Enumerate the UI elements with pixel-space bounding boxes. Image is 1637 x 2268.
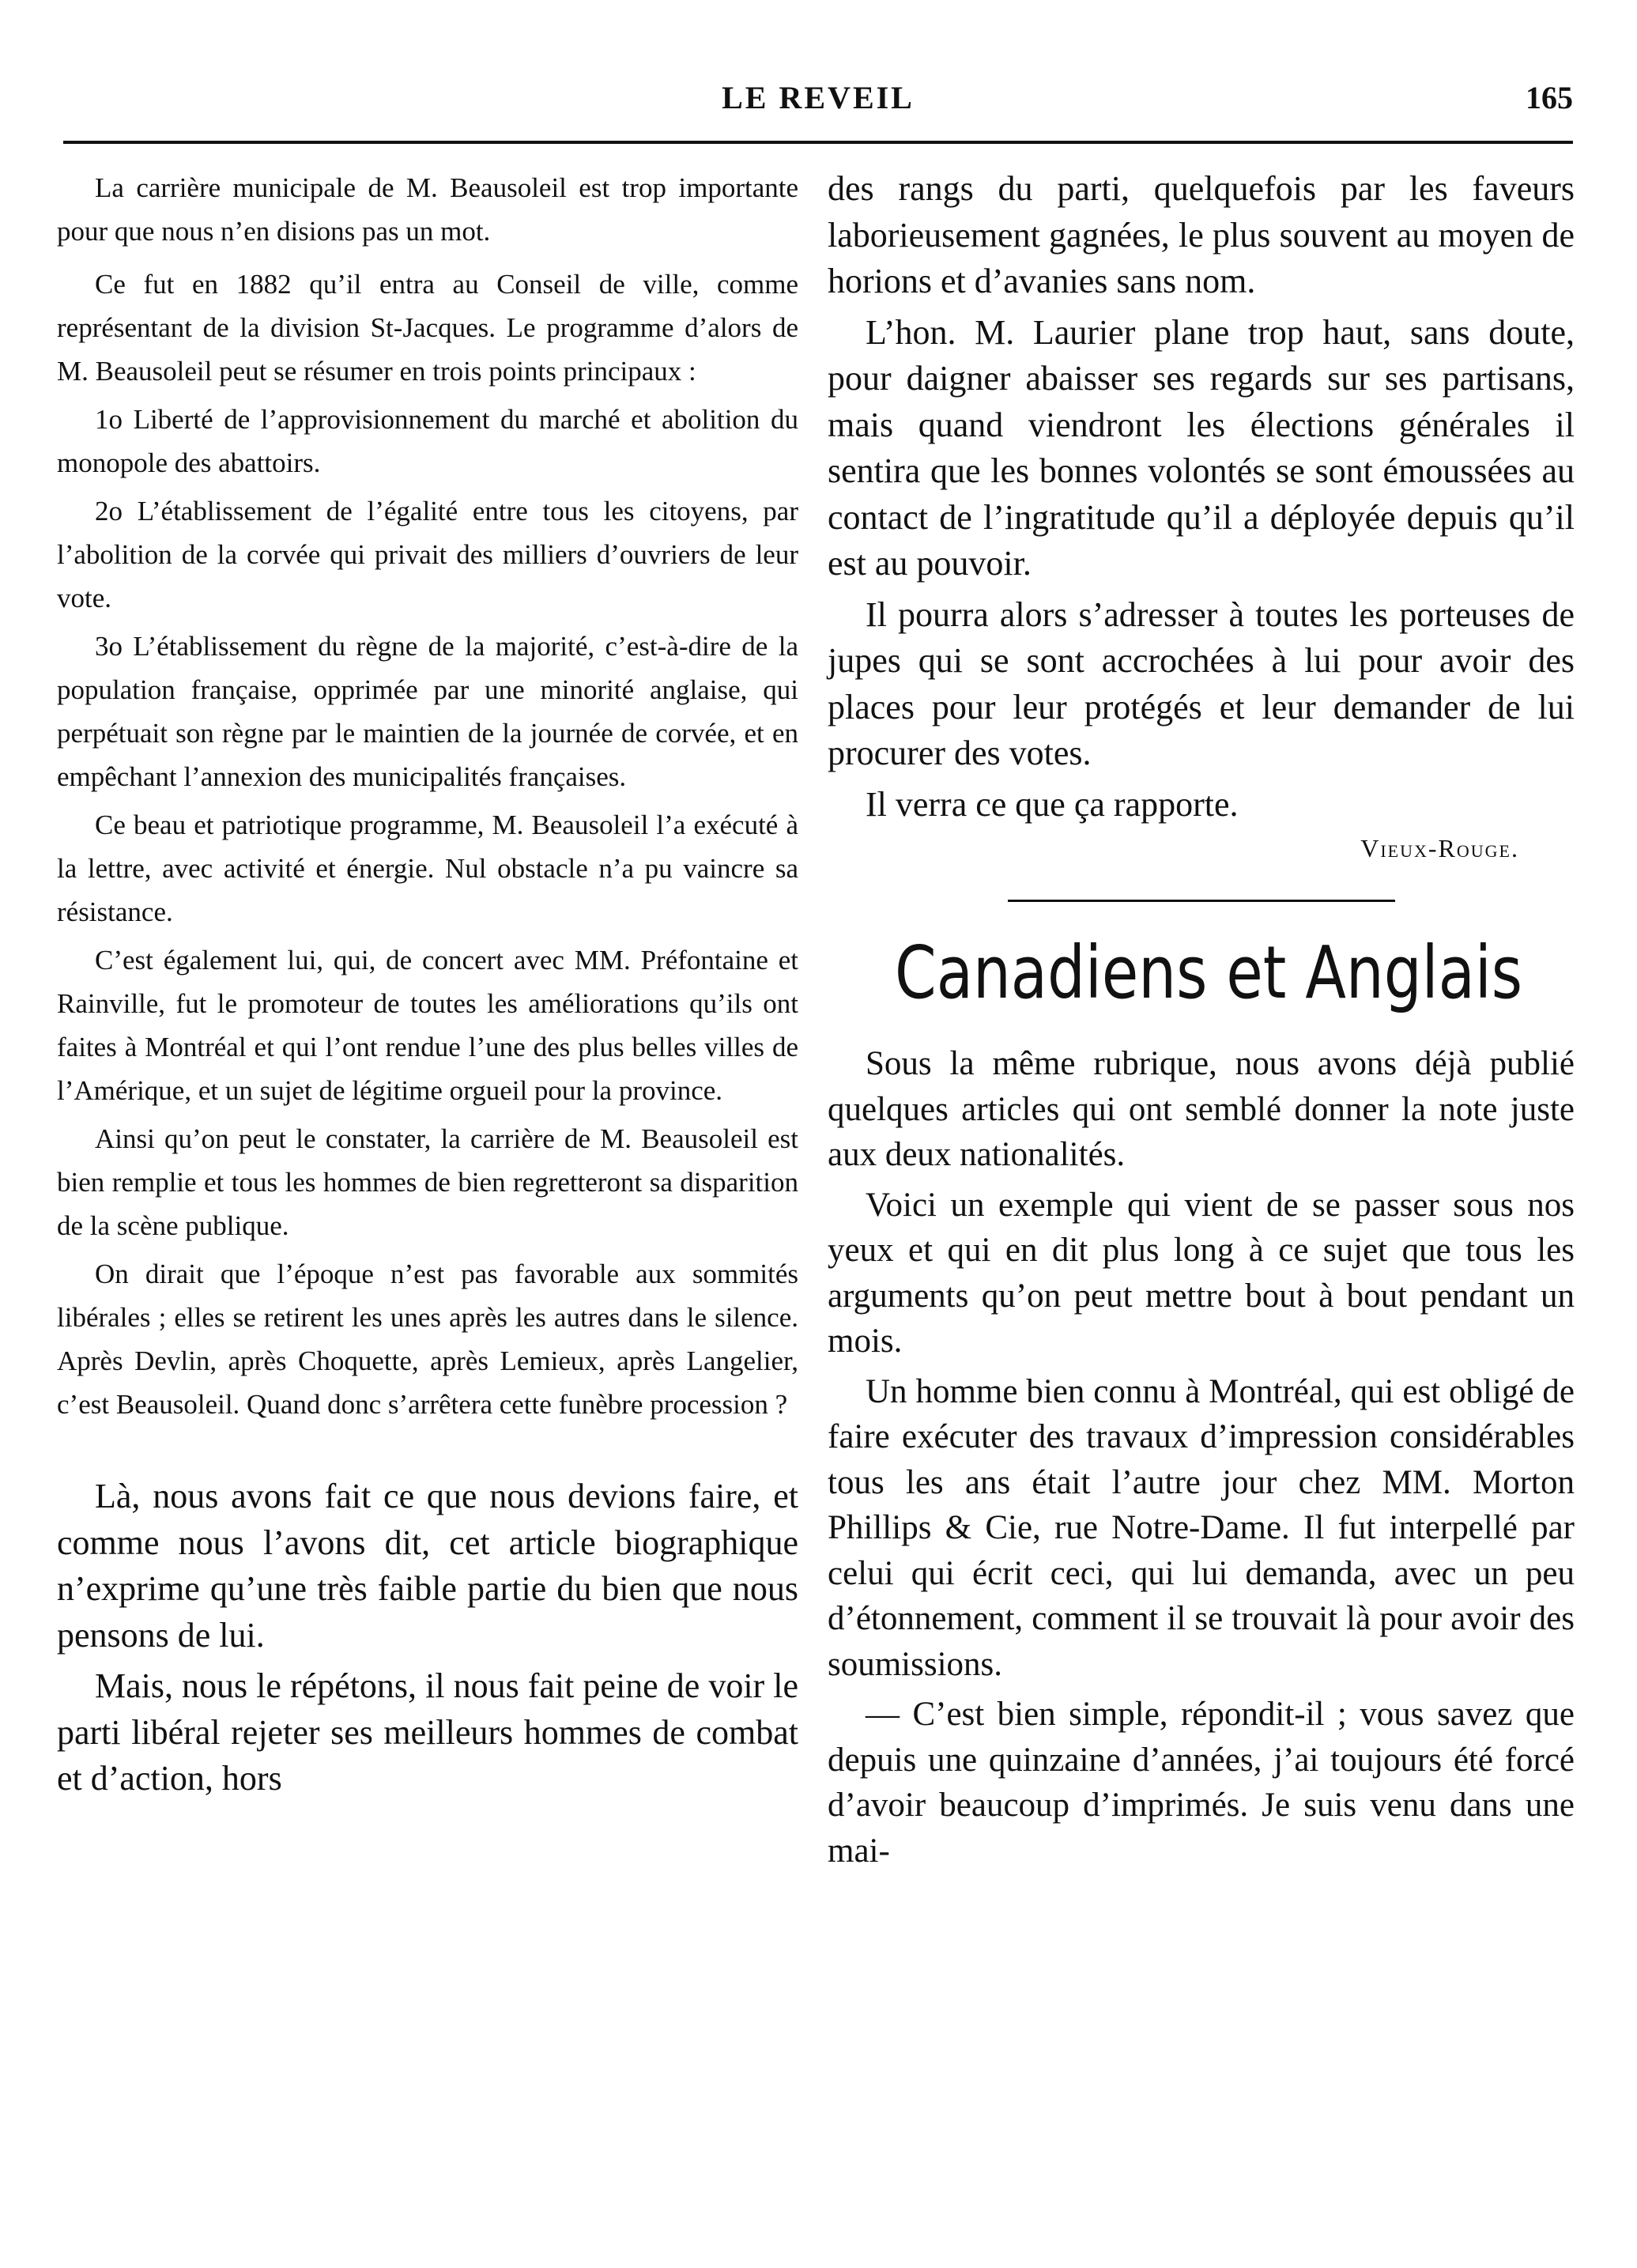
- author-signature: Vieux-Rouge.: [1360, 834, 1519, 862]
- paragraph: des rangs du parti, quelquefois par les faveurs laborieusement gagnées, le plus souvent au moyen de horions et d’avanies sans nom.: [828, 169, 1575, 300]
- paragraph: L’hon. M. Laurier plane trop haut, sans doute, pour daigner abaisser ses regards sur ses partisans, mais quand viendront les élections générales il sentira que les bonnes volontés se sont émoussées au contact de l’ingratitude qu’il a déployée depuis qu’il est au pouvoir.: [828, 312, 1575, 583]
- section-divider: [1008, 900, 1395, 902]
- editorial-text: [57, 1474, 798, 1802]
- editorial-continuation: [828, 166, 1575, 828]
- paragraph: 1o Liberté de l’approvisionnement du marché et abolition du monopole des abattoirs.: [57, 404, 798, 478]
- page-number: 165: [1526, 80, 1573, 115]
- paragraph: C’est également lui, qui, de concert avec MM. Préfontaine et Rainville, fut le promoteur de toutes les améliorations qu’ils ont faites à Montréal et qui l’ont rendue l’une des plus belles villes de l’Amérique, et un sujet de légitime orgueil pour la province.: [57, 945, 798, 1106]
- paragraph: Là, nous avons fait ce que nous devions faire, et comme nous l’avons dit, cet article biographique n’exprime qu’une très faible partie du bien que nous pensons de lui.: [57, 1477, 798, 1655]
- paragraph: Ce fut en 1882 qu’il entra au Conseil de ville, comme représentant de la division St-Jacques. Le programme d’alors de M. Beausoleil peut se résumer en trois points principaux :: [57, 269, 798, 387]
- right-column: [828, 166, 1575, 1878]
- running-header: [63, 79, 1573, 126]
- paragraph: 3o L’établissement du règne de la majorité, c’est-à-dire de la population française, opprimée par une minorité anglaise, qui perpétuait son règne par le maintien de la journée de corvée, et en empêchant l’annexion des municipalités françaises.: [57, 631, 798, 792]
- paragraph: Voici un exemple qui vient de se passer sous nos yeux et qui en dit plus long à ce sujet que tous les arguments qu’on peut mettre bout à bout pendant un mois.: [828, 1186, 1575, 1360]
- publication-title: LE REVEIL: [722, 80, 915, 115]
- paragraph: Sous la même rubrique, nous avons déjà publié quelques articles qui ont semblé donner la note juste aux deux nationalités.: [828, 1045, 1575, 1173]
- paragraph: Ainsi qu’on peut le constater, la carrière de M. Beausoleil est bien remplie et tous les hommes de bien regretteront sa disparition de la scène publique.: [57, 1123, 798, 1241]
- paragraph: Il verra ce que ça rapporte.: [866, 784, 1239, 824]
- article-body: [828, 1041, 1575, 1874]
- paragraph: La carrière municipale de M. Beausoleil est trop importante pour que nous n’en disions pas un mot.: [57, 172, 798, 247]
- paragraph: — C’est bien simple, répondit-il ; vous savez que depuis une quinzaine d’années, j’ai toujours été forcé d’avoir beaucoup d’imprimés. Je suis venu dans une mai-: [828, 1696, 1575, 1870]
- biography-continuation: [57, 166, 798, 1426]
- paragraph: Mais, nous le répétons, il nous fait peine de voir le parti libéral rejeter ses meilleurs hommes de combat et d’action, hors: [57, 1666, 798, 1798]
- paragraph: On dirait que l’époque n’est pas favorable aux sommités libérales ; elles se retirent les unes après les autres dans le silence. Après Devlin, après Choquette, après Lemieux, après Langelier, c’est Beausoleil. Quand donc s’arrêtera cette funèbre procession ?: [57, 1259, 798, 1420]
- paragraph: Un homme bien connu à Montréal, qui est obligé de faire exécuter des travaux d’impression considérables tous les ans était l’autre jour chez MM. Morton Phillips & Cie, rue Notre-Dame. Il fut interpellé par celui qui écrit ceci, qui lui demanda, avec un peu d’étonnement, comment il se trouvait là pour avoir des soumissions.: [828, 1372, 1575, 1683]
- paragraph: Ce beau et patriotique programme, M. Beausoleil l’a exécuté à la lettre, avec activité et énergie. Nul obstacle n’a pu vaincre sa résistance.: [57, 809, 798, 927]
- paragraph: Il pourra alors s’adresser à toutes les porteuses de jupes qui se sont accrochées à lui pour avoir des places pour leur protégés et leur demander de lui procurer des votes.: [828, 594, 1575, 772]
- paragraph: 2o L’établissement de l’égalité entre tous les citoyens, par l’abolition de la corvée qui privait des milliers d’ouvriers de leur vote.: [57, 496, 798, 613]
- article-title: Canadiens et Anglais: [895, 930, 1523, 1015]
- left-column: [57, 166, 798, 1807]
- header-rule: [63, 141, 1573, 144]
